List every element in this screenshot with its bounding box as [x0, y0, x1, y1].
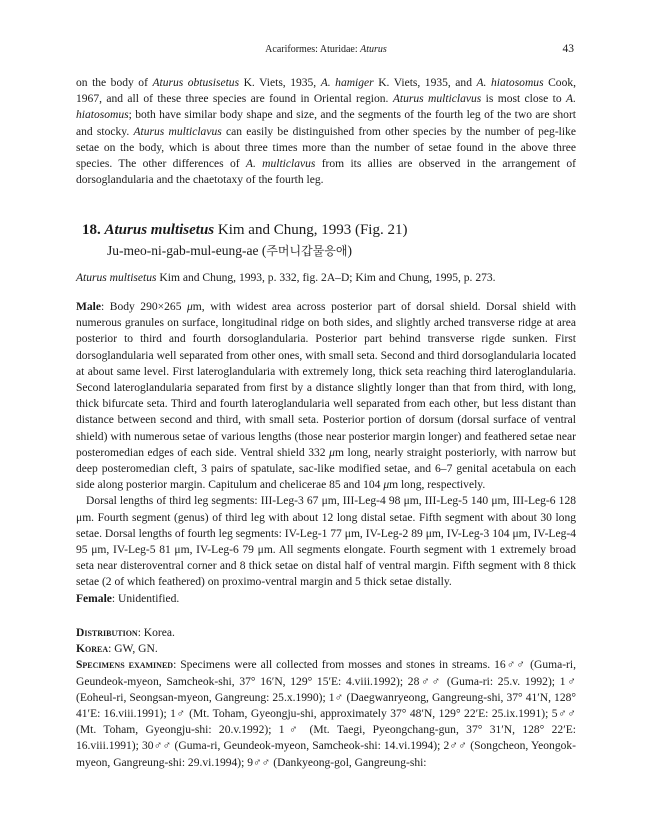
running-head-text: Acariformes: Aturidae: — [265, 44, 361, 55]
distribution-section — [76, 625, 576, 771]
leg-description: Dorsal lengths of third leg segments: III-Leg-3 67 μm, III-Leg-4 98 μm, III-Leg-5 140 μm, III-Leg-6 128 μm. Fourth segment (genus) of third leg with about 12 long distal setae. Fifth segment with about 30 long setae. Dorsal lengths of fourth leg segments: IV-Leg-1 77 μm, IV-Leg-2 89 μm, IV-Leg-3 104 μm, IV-Leg-4 95 μm, IV-Leg-5 81 μm, IV-Leg-6 79 μm. All segments elongate. Fourth segment with 1 extremely broad seta near disteroventral corner and 8 thick setae on distal half of ventral margin. Fifth segment with 8 thick setae (2 of which feathered) on proximo-ventral margin and 5 thick setae distally. — [76, 495, 576, 589]
species-number: 18. — [82, 222, 101, 238]
species-name: Aturus multisetus — [104, 222, 215, 238]
species-authority: Kim and Chung, 1993 (Fig. 21) — [214, 222, 408, 238]
korean-name: Ju-meo-ni-gab-mul-eung-ae (주머니갑물응애) — [107, 243, 352, 258]
korean-hangul: 주머니갑물응애 — [266, 244, 348, 258]
species-heading — [82, 221, 407, 240]
specimens-text: : Specimens were all collected from mosses and stones in streams. 16♂♂ (Guma-ri, Geundeok-myeon, Samcheok-shi, 37° 16′N, 129° 15′E: 4.viii.1992); 28♂♂ (Guma-ri: 25.v. 1992); 1♂ (Eoheul-ri, Seongsan-myeon, Gangreung: 25.x.1990); 1♂ (Daegwanryeong, Gangreung-shi, 37° 41′N, 128° 41′E: 16.viii.1991); 1♂ (Mt. Toham, Gyeongju-shi, approximately 37° 48′N, 129° 22′E: 25.ix.1991); 5♂♂ (Mt. Toham, Gyeongju-shi: 20.v.1992); 1♂ (Mt. Taegi, Pyeongchang-gun, 37° 31′N, 128° 22′E: 16.viii.1991); 30♂♂ (Guma-ri, Geundeok-myeon, Samcheok-shi: 14.vi.1994); 2♂♂ (Songcheon, Yeongok-myeon, Gangreung-shi: 29.vi.1994); 9♂♂ (Dankyeong-gol, Gangreung-shi: — [76, 659, 576, 769]
korea-text: : GW, GN. — [108, 643, 158, 656]
distribution-label: Distribution — [76, 627, 138, 639]
synonymy-line: Aturus multisetus Kim and Chung, 1993, p. 332, fig. 2A–D; Kim and Chung, 1995, p. 273. — [76, 272, 496, 284]
specimens-label: Specimens examined — [76, 659, 174, 672]
female-text: : Unidentified. — [111, 592, 180, 605]
male-description: Male: Body 290×265 μm, with widest area across posterior part of dorsal shield. Dorsal shield with numerous granules on surface, longitudinal ridge on both sides, and slightly arched transverse ridge at area posterior to third and fourth dorsoglandularia. Posterior part behind transverse rigde sunken. First dorsoglandularia well separated from other ones, with small seta. Second and third dorsoglandularia located at about same level. First lateroglandularia with extremely long, thick seta reaching third lateroglandularia. Second lateroglandularia separated from first by a distance slightly longer than that from third, with long, thick bifurcate seta. Third and fourth lateroglandularia well separated from each other, but less distant than distance between second and third, with small seta. Posterior portion of dorsum (dorsal surface of ventral shield) with numerous setae of various lengths (those near posterior margin longer) and feathered setae near posteromedian edges of each side. Ventral shield 332 μm long, nearly straight posteriorly, with narrow but deep posteromedian cleft, 3 pairs of spatulate, sac-like modified setae, and 6–7 genital acetabula on each side along posterior margin. Capitulum and chelicerae 85 and 104 μm long, respectively. Dorsal lengths of third leg segments: III-Leg-3 67 μm, III-Leg-4 98 μm, III-Leg-5 140 μm, III-Leg-6 128 μm. Fourth segment (genus) of third leg with about 12 long distal setae. Fifth segment with about 30 long setae. Dorsal lengths of fourth leg segments: IV-Leg-1 77 μm, IV-Leg-2 89 μm, IV-Leg-3 104 μm, IV-Leg-4 95 μm, IV-Leg-5 81 μm, IV-Leg-6 79 μm. All segments elongate. Fourth segment with 1 extremely broad seta near disteroventral corner and 8 thick setae on distal half of ventral margin. Fifth segment with 8 thick setae (2 of which feathered) on proximo-ventral margin and 5 thick setae distally. Female: Unidentified. — [76, 301, 576, 605]
page-header — [0, 43, 652, 57]
running-head — [0, 44, 652, 55]
intro-paragraph: on the body of Aturus obtusisetus K. Viets, 1935, A. hamiger K. Viets, 1935, and A. hiatosomus Cook, 1967, and all of these three species are found in Oriental region. Aturus multiclavus is most close to A. hiatosomus; both have similar body shape and size, and the segments of the fourth leg of the two are short and stocky. Aturus multiclavus can easily be distinguished from other species by the number of peg-like setae on the body, which is about three times more than the number of setae found in the above three species. The other differences of A. multiclavus from its allies are observed in the arrangement of dorsoglandularia and the chaetotaxy of the fourth leg. — [76, 77, 577, 187]
distribution-text: : Korea. — [137, 627, 175, 639]
female-label: Female — [76, 592, 112, 605]
page-number: 43 — [562, 43, 574, 55]
male-label: Male — [76, 301, 102, 313]
running-head-genus: Aturus — [360, 44, 387, 55]
korean-romanized: Ju-meo-ni-gab-mul-eung-ae ( — [107, 243, 267, 258]
korea-label: Korea — [76, 643, 109, 656]
